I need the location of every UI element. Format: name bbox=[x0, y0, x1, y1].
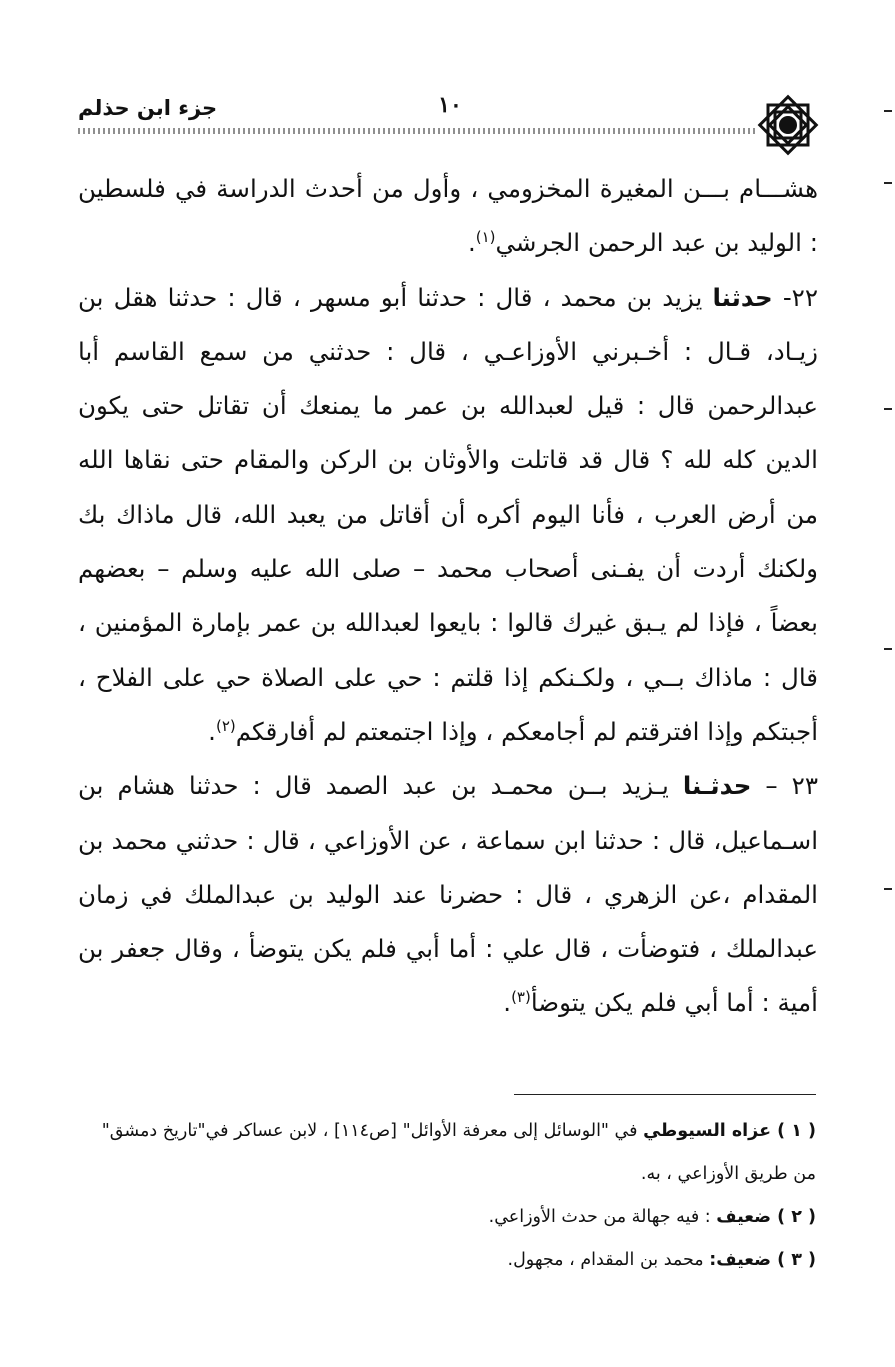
page-number: ١٠ bbox=[438, 92, 462, 118]
paragraph-1-text: هشـــام بـــن المغيرة المخزومي ، وأول من أحدث الدراسة في فلسطين : الوليد بن عبد الرحمن الجرشي bbox=[78, 174, 818, 258]
paragraph-22-text: يزيد بن محمد ، قال : حدثنا أبو مسهر ، قال : حدثنا هقل بن زيـاد، قـال : أخـبرني الأوزاعـي ، قال : حدثني من سمع القاسم أبا عبدالرحمن قال : قيل لعبدالله بن عمر ما يمنعك أن تقاتل حتى يكون الدين كله لله ؟ قال قد قاتلت والأوثان بن الركن والمقام حتى نقاها الله من أرض العرب ، فأنا اليوم أكره أن أقاتل من يعبد الله، قال ماذاك بك ولكنك أردت أن يفـنى أصحاب محمد – صلى الله عليه وسلم – بعضهم بعضاً ، فإذا لم يـبق غيرك قالوا : بايعوا لعبدالله بن عمر بإمارة المؤمنين ، قال : ماذاك بــي ، ولكـنكم إذا قلتم : حي على الصلاة حي على الفلاح ، أجبتكم وإذا افترقتم لم أجامعكم ، وإذا اجتمعتم لم أفارقكم bbox=[78, 282, 818, 746]
footnote-1 bbox=[96, 1110, 816, 1196]
margin-mark bbox=[884, 182, 892, 184]
hadith-keyword-23: حدثـنا bbox=[682, 771, 752, 801]
footnote-3-text: محمد بن المقدام ، مجهول. bbox=[507, 1250, 704, 1270]
footnote-ref-3: (٣) bbox=[511, 988, 531, 1007]
margin-mark bbox=[884, 648, 892, 650]
margin-mark bbox=[884, 110, 892, 112]
footnote-3 bbox=[96, 1239, 816, 1282]
footnote-1-text: في "الوسائل إلى معرفة الأوائل" [ص١١٤] ، لابن عساكر في"تاريخ دمشق" من طريق الأوزاعي ، به. bbox=[101, 1121, 816, 1184]
paragraph-1-end: . bbox=[467, 228, 476, 258]
octagram-ornament-icon bbox=[755, 92, 821, 158]
paragraph-1 bbox=[78, 162, 818, 271]
paragraph-23 bbox=[78, 759, 818, 1030]
hadith-keyword-22: حدثنا bbox=[712, 282, 773, 312]
hadith-number-23: ٢٣ – bbox=[765, 771, 818, 801]
paragraph-23-text: يـزيد بــن محمـد بن عبد الصمد قال : حدثنا هشام بن اسـماعيل، قال : حدثنا ابن سماعة ، عن الأوزاعي ، قال : حدثني محمد بن المقدام ،عن الزهري ، قال : حضرنا عند الوليد بن عبدالملك في زمان عبدالملك ، فتوضأت ، قال علي : أما أبي فلم يكن يتوضأ ، وقال جعفر بن أمية : أما أبي فلم يكن يتوضأ bbox=[78, 771, 818, 1018]
paragraph-22 bbox=[78, 271, 818, 760]
footnote-divider bbox=[514, 1094, 816, 1095]
header-divider bbox=[78, 128, 758, 134]
footnote-ref-2: (٢) bbox=[215, 716, 236, 735]
paragraph-23-end: . bbox=[503, 988, 512, 1018]
main-text bbox=[78, 162, 818, 1031]
footnote-ref-1: (١) bbox=[475, 228, 496, 247]
footnote-2-text: : فيه جهالة من حدث الأوزاعي. bbox=[488, 1207, 711, 1227]
footnote-1-label: ( ١ ) عزاه السيوطي bbox=[643, 1121, 816, 1141]
paragraph-22-end: . bbox=[208, 716, 216, 746]
hadith-number-22: ٢٢- bbox=[782, 282, 818, 312]
footnote-3-label: ( ٣ ) ضعيف: bbox=[709, 1250, 816, 1270]
margin-mark bbox=[884, 408, 892, 410]
running-title: جزء ابن حذلم bbox=[78, 96, 218, 120]
footnote-2 bbox=[96, 1196, 816, 1239]
footnote-2-label: ( ٢ ) ضعيف bbox=[716, 1207, 816, 1227]
footnotes bbox=[96, 1110, 816, 1282]
margin-mark bbox=[884, 888, 892, 890]
